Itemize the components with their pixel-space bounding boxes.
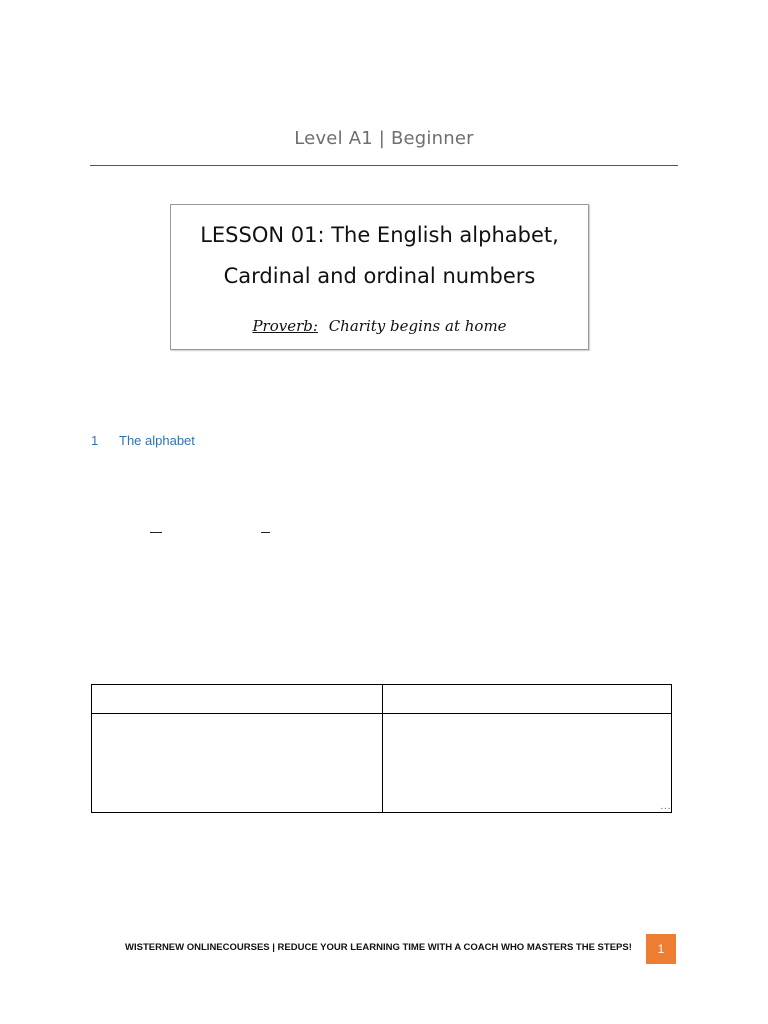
- table-cell-ellipsis: …: [383, 714, 672, 813]
- proverb: [171, 317, 588, 335]
- section-heading: [91, 433, 195, 448]
- proverb-text: Charity begins at home: [328, 317, 507, 335]
- header-divider: [90, 165, 678, 166]
- proverb-label: Proverb:: [252, 317, 318, 335]
- table-row: [92, 714, 672, 813]
- lesson-title-line-2: Cardinal and ordinal numbers: [223, 264, 536, 288]
- page-number-badge: 1: [646, 934, 676, 964]
- footer-text: WISTERNEW ONLINECOURSES | REDUCE YOUR LEARNING TIME WITH A COACH WHO MASTERS THE STEPS!: [125, 942, 632, 953]
- page-header-level: Level A1 | Beginner: [294, 128, 474, 149]
- content-table: [91, 684, 672, 813]
- blank-dash: [150, 532, 162, 533]
- section-number: 1: [91, 433, 99, 448]
- table-cell: [92, 714, 383, 813]
- table-cell: [383, 685, 672, 714]
- lesson-title-line-1: LESSON 01: The English alphabet,: [200, 223, 559, 247]
- table-cell: [92, 685, 383, 714]
- blank-dash: [261, 532, 270, 533]
- section-title: The alphabet: [119, 433, 195, 448]
- lesson-title-box: [170, 204, 589, 350]
- table-header-row: [92, 685, 672, 714]
